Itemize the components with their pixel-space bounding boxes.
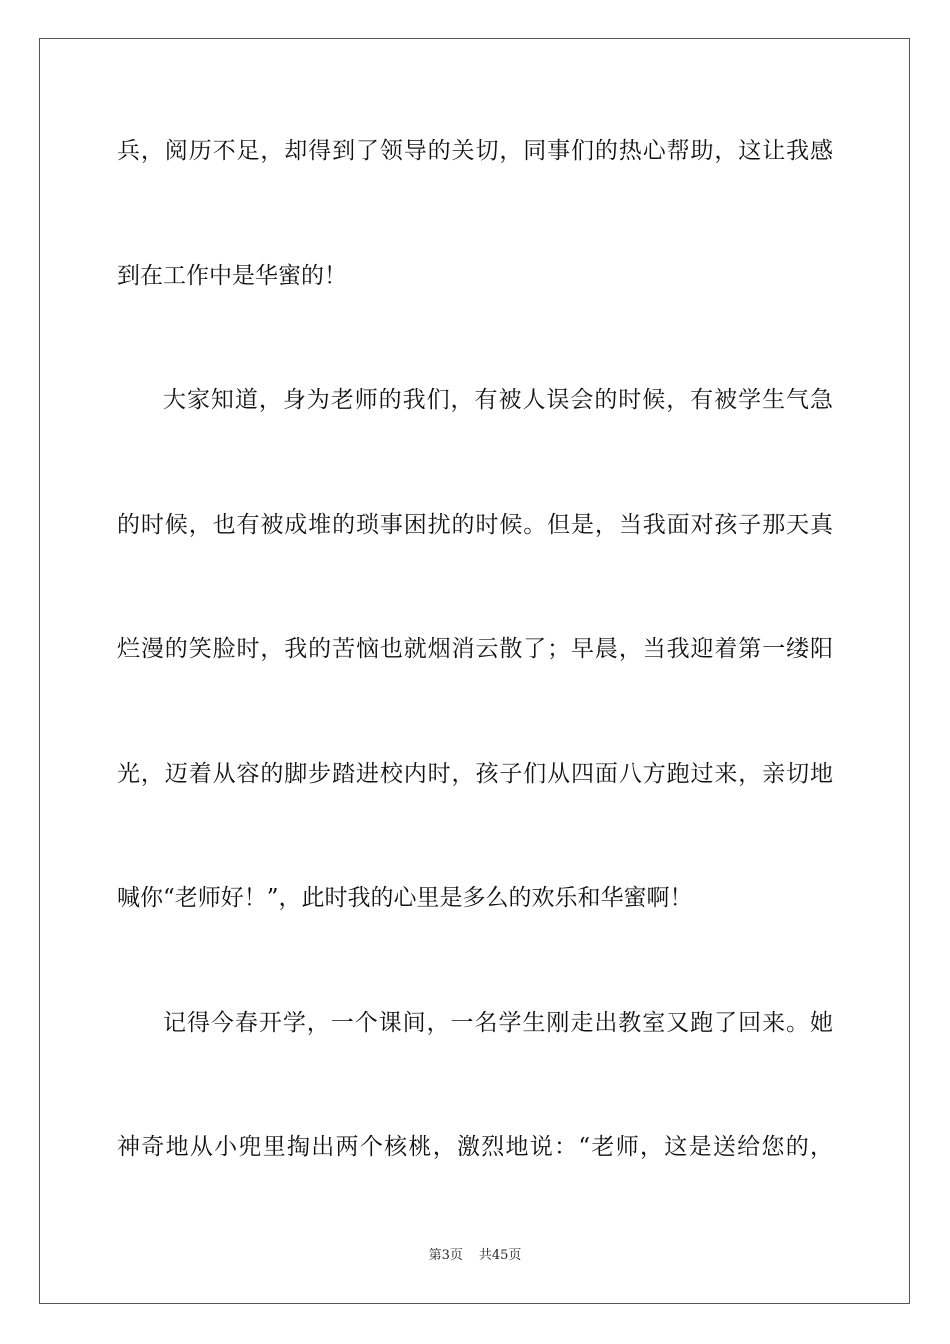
page-frame: [39, 38, 910, 1304]
text-line: 喊你“老师好！”，此时我的心里是多么的欢乐和华蜜啊！: [117, 885, 693, 911]
text-line: 烂漫的笑脸时，我的苦恼也就烟消云散了；早晨，当我迎着第一缕阳: [117, 636, 833, 662]
paragraph-start-line: 记得今春开学，一个课间，一名学生刚走出教室又跑了回来。她: [163, 1010, 833, 1036]
text-line: 到在工作中是华蜜的！: [117, 263, 347, 289]
page-total: 共45页: [478, 1248, 522, 1263]
text-line: 兵，阅历不足，却得到了领导的关切，同事们的热心帮助，这让我感: [117, 138, 833, 164]
page-footer: [0, 1247, 950, 1265]
text-line: 光，迈着从容的脚步踏进校内时，孩子们从四面八方跑过来，亲切地: [117, 761, 833, 787]
page-number: 第3页: [428, 1248, 463, 1263]
text-line: 的时候，也有被成堆的琐事困扰的时候。但是，当我面对孩子那天真: [117, 512, 833, 538]
text-line: 神奇地从小兜里掏出两个核桃，激烈地说：“老师，这是送给您的，: [117, 1134, 833, 1160]
paragraph-start-line: 大家知道，身为老师的我们，有被人误会的时候，有被学生气急: [163, 387, 833, 413]
